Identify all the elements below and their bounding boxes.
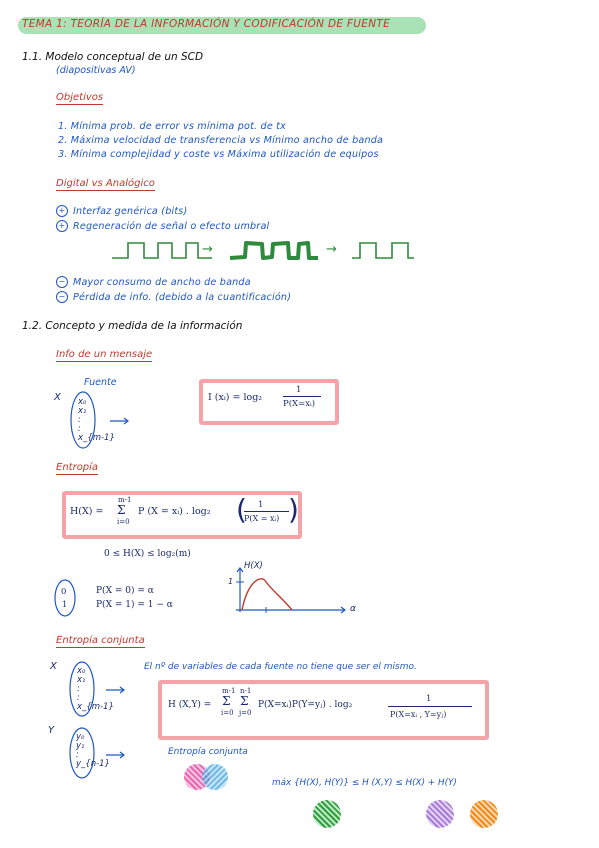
objetivo-1: 1. Mínima prob. de error vs mínima pot. de tx xyxy=(58,121,287,132)
symbol-x1: x₁ xyxy=(77,675,86,685)
graph-tick-label: 1 xyxy=(228,577,234,586)
objetivos-heading: Objetivos xyxy=(56,92,104,103)
entropia-heading: Entropía xyxy=(56,462,99,473)
binary-entropy-curve xyxy=(242,579,292,610)
symbol-xm1: x_{m-1} xyxy=(77,702,114,712)
sigma-icon: Σ xyxy=(117,503,126,517)
symbol-xm1: x_{m-1} xyxy=(78,433,115,443)
graph-x-label: α xyxy=(350,604,356,614)
y-label: Y xyxy=(48,725,55,736)
sigma-icon: Σ xyxy=(222,694,231,708)
info-formula-lhs: I (xᵢ) = log₂ xyxy=(208,392,263,403)
symbol-y0: y₀ xyxy=(76,732,85,742)
entropy-lhs: H(X) = xyxy=(70,506,104,517)
symbol-x0: x₀ xyxy=(77,666,86,676)
binary-symbol-1: 1 xyxy=(62,600,68,610)
page-title: TEMA 1: TEORÍA DE LA INFORMACIÓN Y CODIFICACIÓN DE FUENTE xyxy=(22,18,390,30)
joint-bound: máx {H(X), H(Y)} ≤ H (X,Y) ≤ H(X) + H(Y) xyxy=(272,778,457,788)
left-paren-icon: ( xyxy=(236,493,247,526)
arrow-icon: → xyxy=(202,242,213,257)
joint-x-symbols xyxy=(77,667,114,712)
digital-vs-analog-heading: Digital vs Analógico xyxy=(56,178,155,189)
x-label: X xyxy=(54,392,61,403)
minus-icon: − xyxy=(56,276,68,288)
joint-num: 1 xyxy=(426,694,432,704)
section-note: (diapositivas AV) xyxy=(56,65,136,76)
desventaja-1-text: Mayor consumo de ancho de banda xyxy=(73,277,251,288)
entropy-bound: 0 ≤ H(X) ≤ log₂(m) xyxy=(104,549,191,559)
symbol-yn1: y_{n-1} xyxy=(76,759,110,769)
plus-icon: + xyxy=(56,205,68,217)
symbol-dots: : xyxy=(78,415,81,425)
symbol-dots: : xyxy=(77,684,80,694)
section-number: 1.1. xyxy=(22,51,43,63)
venn-case-orange xyxy=(470,800,498,828)
arrow-icon: → xyxy=(326,242,337,257)
venn-case-purple xyxy=(426,800,454,828)
symbol-x1: x₁ xyxy=(78,406,87,416)
joint-fraction-bar xyxy=(388,706,472,707)
plus-icon: + xyxy=(56,220,68,232)
desventaja-2-text: Pérdida de info. (debido a la cuantificación) xyxy=(73,292,292,303)
joint-den: P(X=xᵢ , Y=yⱼ) xyxy=(390,710,447,719)
joint-lhs: H (X,Y) = xyxy=(168,700,212,710)
info-formula-den: P(X=xᵢ) xyxy=(283,399,316,409)
venn-circle-y xyxy=(202,764,228,790)
info-formula-num: 1 xyxy=(296,385,302,395)
symbol-dots: : xyxy=(76,750,79,760)
joint-sum1-bottom: i=0 xyxy=(221,709,234,717)
entropy-sum-top: m-1 xyxy=(118,496,132,504)
binary-symbol-0: 0 xyxy=(61,587,67,597)
joint-y-symbols xyxy=(76,733,110,769)
section-number: 1.2. xyxy=(22,320,43,332)
entropy-num: 1 xyxy=(258,500,264,510)
joint-sum2-top: n-1 xyxy=(240,687,252,695)
graph-y-label: H(X) xyxy=(244,561,263,571)
entropy-sum-bottom: i=0 xyxy=(117,518,130,526)
symbol-dots: : xyxy=(78,424,81,434)
section-title: Modelo conceptual de un SCD xyxy=(45,51,204,63)
joint-mid: P(X=xᵢ)P(Y=yⱼ) . log₂ xyxy=(258,700,353,710)
minus-icon: − xyxy=(56,291,68,303)
joint-sum1-top: m-1 xyxy=(222,687,236,695)
ventaja-2-text: Regeneración de señal o efecto umbral xyxy=(73,221,270,232)
binary-p1: P(X = 1) = 1 − α xyxy=(96,600,173,610)
objetivo-3: 3. Mínima complejidad y coste vs Máxima utilización de equipos xyxy=(58,149,379,160)
conjunta-note: El nº de variables de cada fuente no tiene que ser el mismo. xyxy=(144,662,417,672)
info-mensaje-heading: Info de un mensaje xyxy=(56,349,153,360)
fuente-label: Fuente xyxy=(84,377,117,388)
sigma-icon: Σ xyxy=(240,694,249,708)
objetivo-2: 2. Máxima velocidad de transferencia vs Mínimo ancho de banda xyxy=(58,135,384,146)
entropia-conjunta-heading: Entropía conjunta xyxy=(56,635,145,646)
section-title: Concepto y medida de la información xyxy=(45,320,243,332)
symbol-dots: : xyxy=(77,693,80,703)
venn-label: Entropía conjunta xyxy=(168,747,248,757)
binary-p0: P(X = 0) = α xyxy=(96,586,154,596)
right-paren-icon: ) xyxy=(288,493,299,526)
joint-sum2-bottom: j=0 xyxy=(239,709,252,717)
symbol-x0: x₀ xyxy=(78,397,87,407)
ventaja-1-text: Interfaz genérica (bits) xyxy=(73,206,188,217)
entropy-mid: P (X = xᵢ) . log₂ xyxy=(138,506,211,517)
entropy-den: P(X = xᵢ) xyxy=(244,514,280,523)
venn-case-green xyxy=(313,800,341,828)
x-label: X xyxy=(50,661,57,672)
symbol-y1: y₁ xyxy=(76,741,85,751)
